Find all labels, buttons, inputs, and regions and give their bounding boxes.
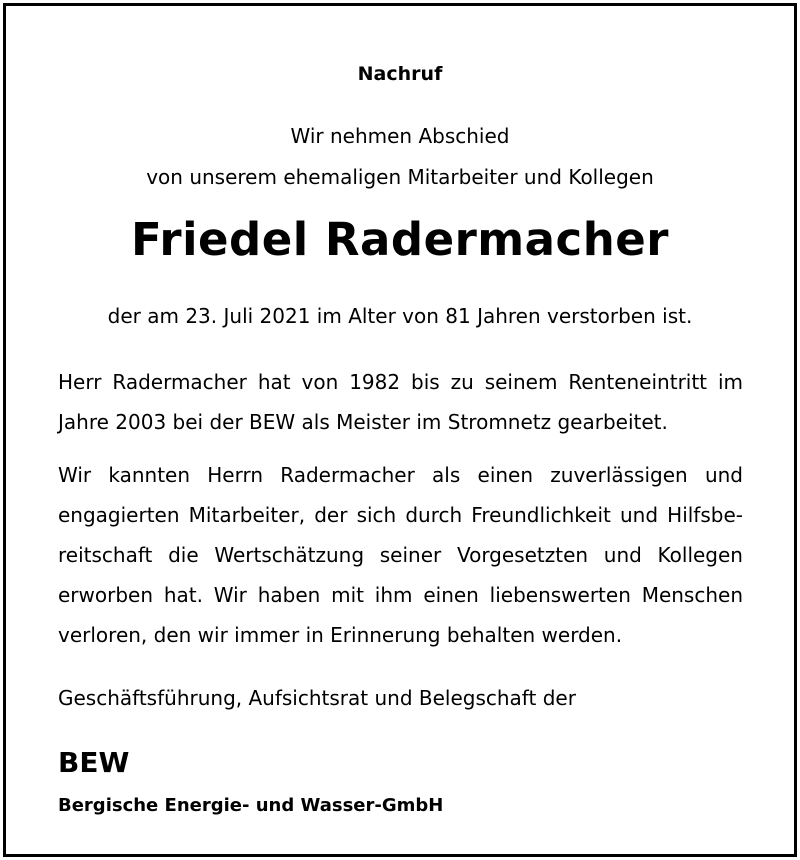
tribute-paragraph: Wir kannten Herrn Radermacher als einen zuverlässigen und engagierten Mitarbeiter, der sich durch Freundlichkeit und Hilfsbereitschaft die Wertschätzung seiner Vorgesetzten und Kollegen erworben hat. Wir haben mit ihm einen liebenswerten Menschen verloren, den wir immer in Erinnerung behalten werden.: [58, 463, 743, 647]
career-paragraph: Herr Radermacher hat von 1982 bis zu seinem Renteneintritt im Jahre 2003 bei der BEW als Meister im Stromnetz gearbeitet.: [58, 370, 743, 434]
death-date-line: der am 23. Juli 2021 im Alter von 81 Jahren verstorben ist.: [107, 304, 693, 328]
company-full-name: Bergische Energie- und Wasser-GmbH: [58, 795, 444, 816]
intro-line-2: von unserem ehemaligen Mitarbeiter und Kollegen: [146, 165, 654, 189]
obituary-frame: [3, 3, 797, 857]
obituary-heading: Nachruf: [357, 63, 443, 85]
intro-line-1: Wir nehmen Abschied: [290, 124, 510, 148]
deceased-name: Friedel Radermacher: [131, 213, 669, 266]
company-short-name: BEW: [58, 746, 130, 779]
signature-line: Geschäftsführung, Aufsichtsrat und Belegschaft der: [58, 686, 576, 710]
